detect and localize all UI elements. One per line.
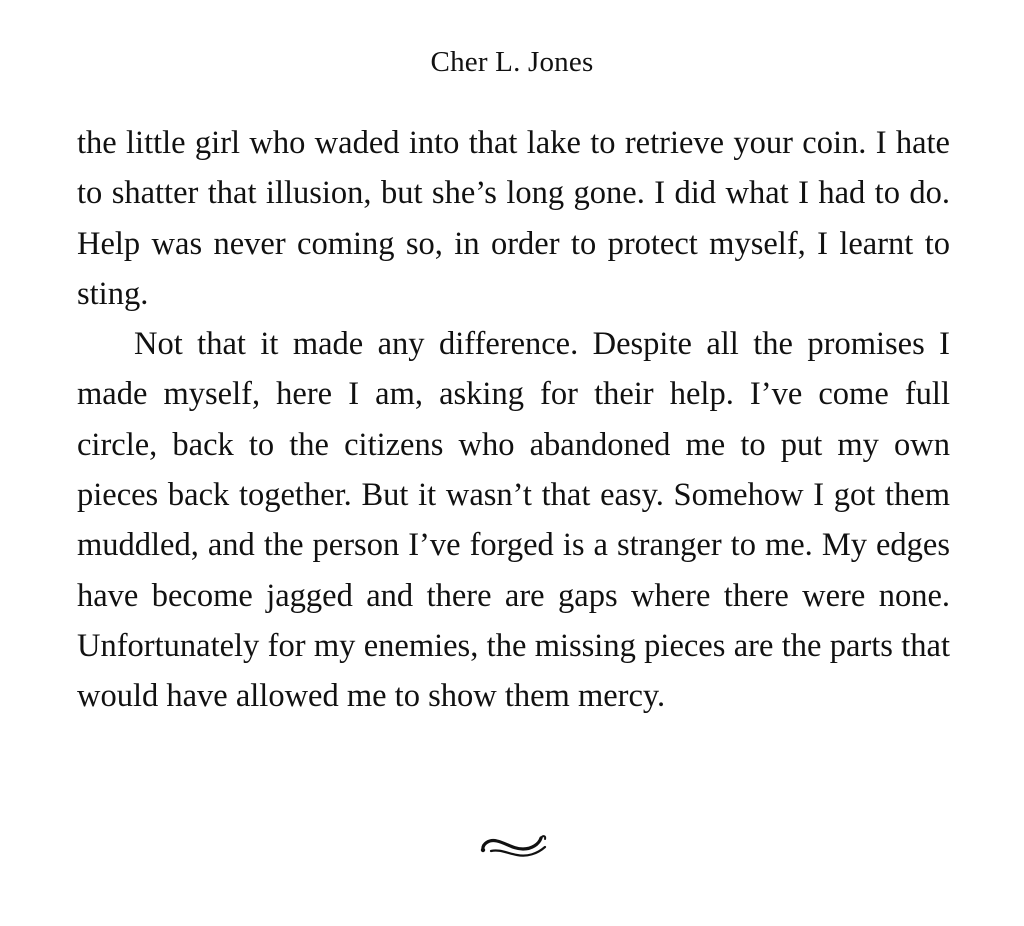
paragraph-continued: the little girl who waded into that lake to retrieve your coin. I hate to shatter that illusion, but she’s long gone. I did what I had to do. Help was never coming so, in order to protect myself, I learnt to sting. [77, 125, 950, 312]
paragraph: Not that it made any difference. Despite all the promises I made myself, here I am, asking for their help. I’ve come full circle, back to the citizens who abandoned me to put my own pieces back together. But it wasn’t that easy. Somehow I got them muddled, and the person I’ve forged is a stranger to me. My edges have become jagged and there are gaps where there were none. Unfortunately for my enemies, the missing pieces are the parts that would have allowed me to show them mercy. [77, 326, 950, 715]
running-header-author: Cher L. Jones [430, 46, 594, 78]
body-text [77, 118, 950, 722]
swash-ornament-icon [479, 826, 549, 862]
